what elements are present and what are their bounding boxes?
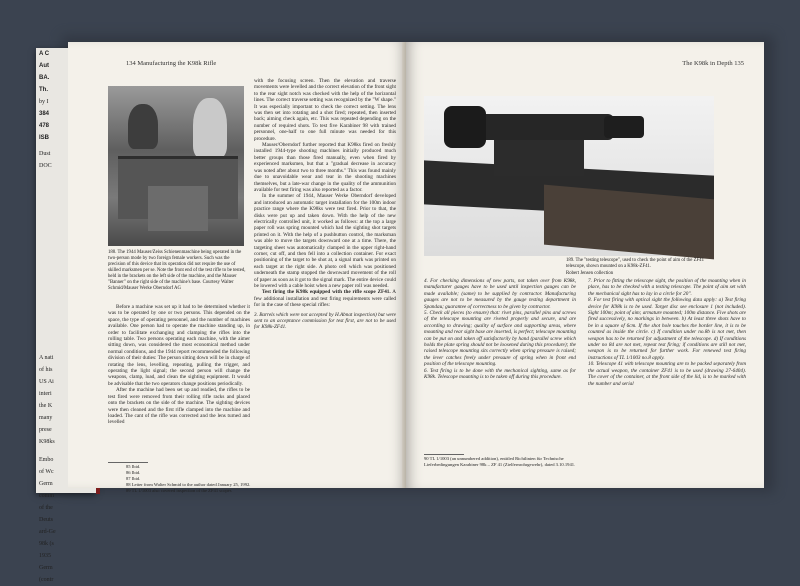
eyepiece: [604, 116, 644, 138]
right-page: [406, 42, 764, 488]
paragraph: Mauser/Oberndorf further reported that K98ks fired on freshly installed 1944-type shooting machines initially produced much better groups than those fired manually, even when fired by experienced marksmen, but that a "gradual decrease in accuracy was noted after about two to three months." This was found mainly due to unavoidable wear and tear in the shooting machines themselves, but a late-war change in the quality of the ammunition available for test firing was also reported as a factor.: [254, 142, 396, 193]
background-book-line: of his: [39, 367, 53, 373]
background-book-line: by I: [39, 99, 49, 105]
footnotes: [126, 464, 386, 494]
background-book-line: BA.: [39, 75, 50, 81]
list-item: 8. For test firing with optical sight the following data apply: a) Test firing device for K98k is to be used. Target disc see enclosure 1 (not included). Sight 100m; point of aim; armature mounted; 100m distance. Five shots are fired successively, no markings in between. b) At least three shots have to be in a square of 6cm. If the shot hole touches the border line, it is to be counted as inside the circle. c) If condition under no.8b is not met, then weapon has to be returned for adjustment of the telescope. d) If conditions under no 8d are not met, repeat test firing; if conditions are still not met, weapon is to be returned for further work. For renewed test firing instructions of TL 1/1003 no.8 apply.: [588, 297, 746, 361]
background-book-line: DOC: [39, 163, 52, 169]
background-book-line: Germ: [39, 481, 53, 487]
background-book-line: A nati: [39, 355, 54, 361]
list-item: 10. Telescope 41 with telescope mounting are to be packed separately from the actual weapon, the container ZF41 is to be used (drawing 27-6404). The cover of the container, at the front side of the lid, is to be marked with the number and serial: [588, 361, 746, 387]
list-item: 3. Barrels which were not accepted by H.Abnat inspection) but were sent to an acceptance commission for test first, are not to be used for K98k-ZF41.: [254, 311, 396, 331]
paragraph: In the summer of 1944, Mauser Werke Oberndorf developed and introduced an automatic target installation for the 100m indoor practice range where the K98ks were test fired. Prior to that, the disks were put up and taken down. With the help of the new electrically controlled unit, it worked as follows: at the top a large paper roll was spring mounted which had the sighting shot targets printed on it. With the help of a pushbutton control, the marksman was able to move the targets downward one at a time. There, the targeting sheet was automatically clamped in the upper right-hand corner, cut off, and then fell into a collection container. For exact positioning of the target to be shot at, a signal mark was printed on each target at the right side. A photo cell which was positioned underneath the stamp stopped the downward movement of the roll of paper as soon as it got to the signal mark. The entire device could be lowered with a cable hoist when a new paper roll was needed.: [254, 193, 396, 289]
background-book-line: Aut: [39, 63, 49, 69]
footnote: 90 TL 1/1003 (an unnumbered addition), entitled Richtlinien für Technische Lieferbedingungen Karabiner 98k – ZF 41 (Zielfernrohrgewehr), dated 3.10.1941.: [424, 456, 576, 467]
figure-caption: 188. The 1944 Mauser/Zeiss Schienenmaschine being operated in the two-person mode by two foreign female workers. Such was the precision of this device that its operation did not require the use of skilled marksmen per se. Note the front end of the test rifle to be tested, held in the brackets on the left side of the machine, and the Mauser "Banner" on the right side of the machine's base. Courtesy Walter Schmid/Mauser Werke Oberndorf AG: [108, 250, 246, 291]
list-item: 6. Test firing is to be done with the mechanical sighting, same as for K98k. Telescope mounting is to be taken off during this procedure.: [424, 367, 576, 381]
background-book-line: 1935: [39, 553, 51, 559]
objective-bell: [444, 106, 486, 148]
scope-mount: [494, 138, 584, 176]
figure-caption: [566, 258, 714, 277]
running-head: 134 Manufacturing the K98k Rifle: [126, 60, 217, 67]
footnote-rule: [108, 462, 148, 463]
footnote-rule: [424, 454, 464, 455]
machine-base: [148, 186, 208, 231]
text-column-right: [254, 78, 396, 458]
caption-credit: Robert Jensen collection: [566, 271, 614, 276]
list-item: 4. For checking dimensions of new parts, not taken over from K98k, manufacturer gauges have to be used until inspection gauges can be made available; (same) to be supplied by contractor. Manufacturing gauges are not to be measured by the gauge testing department in Spandau; guarantee of correctness to be given by contractor.: [424, 278, 576, 310]
background-book-line: A C: [39, 51, 50, 57]
text-column-right: [588, 278, 746, 474]
background-book-line: K98ks: [39, 439, 55, 445]
background-book-line: 478: [39, 123, 50, 129]
section-heading: Test firing the K98k equipped with the rifle scope ZF41.: [262, 289, 391, 296]
background-book-line: (contr: [39, 577, 54, 583]
footnote: 86 Ibid.: [126, 470, 141, 475]
background-book-line: Embo: [39, 457, 54, 463]
background-book-line: the K: [39, 403, 53, 409]
list-item: 5. Check all pieces (to ensure) that: rivet pins, parallel pins and screws of the telescope mounting are riveted properly and secure, and are according to drawing; quality of surface and supporting areas, where mounting and rear sight base are inserted, is perfect; telescope mounting can be put on and taken off satisfactorily by hand (parallel screw which holds the plate spring should not be loosened during this procedure); the raised telescope mounting sits correctly when spring pressure is raised; the lever catches freely under pressure of spring when in front end position of the telescope mounting.: [424, 310, 576, 368]
background-book-line: prese: [39, 427, 52, 433]
background-book-line: ard-Ge: [39, 529, 56, 535]
paragraph: Before a machine was set up it had to be determined whether it was to be operated by one or two persons. This depended on the space, the type of operating personnel, and the number of machines available. One person had to operate the machine standing up, in order to facilitate exchanging and clamping the rifles into the rolling table. Two persons operating each machine, with the aimer sitting down, was considered the most economical method under normal conditions, and the 1944 report recommended the following division of their duties: The person sitting down will be in charge of rotating the lens, levelling, repeating, pulling the trigger, and operating the light signal; the second person will change the weapons, clamp, load, and clean the sighting equipment. It would be advisable that the two operators change positions periodically.: [108, 304, 250, 387]
worker-figure: [128, 104, 158, 149]
paragraph: with the focusing screen. Then the elevation and traverse movements were levelled and the correct elevation of the front sight to the rear sight notch was checked with the help of the horizontal lines. The correct traverse setting was recognized by the "W shape." It was especially important to check the correct setting. The lens was then set into rotating and a shot fired; repeated, then inserted back; aiming check again, etc. This was repeated depending on the number of required shots. To test five Karabiner 98 with trained personnel, one-half to one full minute was needed for this procedure.: [254, 78, 396, 142]
background-book-line: Germ: [39, 565, 53, 571]
left-page: [68, 42, 406, 493]
background-book-line: many: [39, 415, 53, 421]
background-book-line: Dust: [39, 151, 51, 157]
background-book-line: 384: [39, 111, 50, 117]
text-column-left: [424, 278, 576, 454]
paragraph: A few additional installation and test firing requirements were called for in the case of these special rifles:: [254, 289, 396, 309]
background-book-line: comm: [39, 493, 54, 499]
list-item: 7. Prior to fitting the telescope sight, the position of the mounting when in place, has to be checked with a testing telescope. The point of aim set with the mechanical sight has to lay in a circle for 20".: [588, 278, 746, 297]
text-column-left: [108, 304, 250, 458]
footnote: 88 Letter from Walter Schmid to the author dated January 25, 1992.: [126, 482, 251, 487]
background-book-line: 98k (s: [39, 541, 54, 547]
background-book-line: of Wc: [39, 469, 54, 475]
background-book-line: Deuts: [39, 517, 53, 523]
paragraph: After the machine had been set up and readied, the rifles to be test fired were removed from their rolling rifle racks and placed onto the brackets on the side of the machine. The sighting devices were then cleaned and the first rifle clamped into the machine and loaded. The cant of the rifle was corrected and the lens turned and levelled: [108, 387, 250, 426]
background-book-line: of the: [39, 505, 53, 511]
background-book-line: interi: [39, 391, 52, 397]
rifle-scope-photo: [424, 96, 714, 256]
footnote: 85 Ibid.: [126, 464, 141, 469]
worker-figure: [193, 98, 227, 158]
footnote: 87 Ibid.: [126, 476, 141, 481]
footnote: 89 TL 1/1003 also covered inspection of the ZF41 scopes: [126, 488, 232, 493]
factory-workers-photo: [108, 86, 244, 246]
background-book-line: Th.: [39, 87, 48, 93]
running-head: The K98k in Depth 135: [682, 60, 744, 67]
background-book-line: ISB: [39, 135, 50, 141]
background-book-line: US Ai: [39, 379, 54, 385]
caption-text: 189. The "testing telescope", used to check the point of aim of the ZF41 telescope, shown mounted on a K98k-ZF41.: [566, 258, 704, 269]
